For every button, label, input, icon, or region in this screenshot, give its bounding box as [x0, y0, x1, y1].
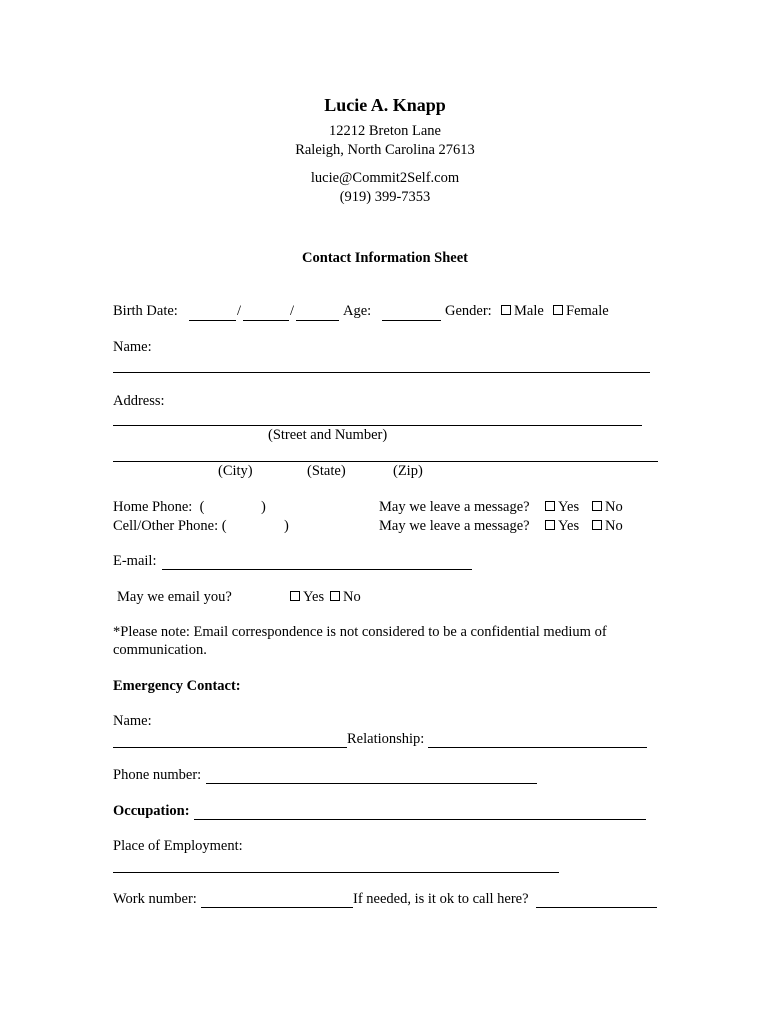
home-phone-label: Home Phone: (: [113, 499, 205, 515]
email-yes-checkbox-icon[interactable]: [290, 591, 300, 601]
gender-female-option[interactable]: [553, 304, 609, 319]
work-number-field[interactable]: [201, 907, 353, 908]
age-label: Age:: [343, 303, 372, 319]
work-call-answer-field[interactable]: [536, 907, 657, 908]
cell-message-yes[interactable]: [545, 519, 579, 534]
home-phone-close: ): [261, 499, 266, 515]
home-no-label: No: [605, 499, 623, 515]
male-label: Male: [514, 303, 544, 319]
email-no-label: No: [343, 589, 361, 605]
email-yes-option[interactable]: [290, 590, 324, 605]
cell-yes-checkbox-icon[interactable]: [545, 520, 555, 530]
occupation-field[interactable]: [194, 819, 646, 820]
note-line-1: *Please note: Email correspondence is not considered to be a confidential medium of: [113, 624, 607, 640]
cell-no-label: No: [605, 518, 623, 534]
cell-phone-close: ): [284, 518, 289, 534]
city-state-zip-field[interactable]: [113, 461, 658, 462]
home-yes-label: Yes: [558, 499, 580, 515]
birth-month-field[interactable]: [189, 320, 236, 321]
employment-field[interactable]: [113, 872, 559, 873]
home-message-yes[interactable]: [545, 500, 579, 515]
email-no-checkbox-icon[interactable]: [330, 591, 340, 601]
home-message-no[interactable]: [592, 500, 623, 515]
letterhead-phone: (919) 399-7353: [339, 189, 431, 205]
cell-phone-label: Cell/Other Phone: (: [113, 518, 227, 534]
email-no-option[interactable]: [330, 590, 361, 605]
email-question: May we email you?: [117, 589, 232, 605]
emergency-name-label: Name:: [113, 713, 152, 729]
cell-message-question: May we leave a message?: [379, 518, 530, 534]
relationship-label: Relationship:: [347, 731, 425, 747]
emergency-phone-field[interactable]: [206, 783, 537, 784]
home-no-checkbox-icon[interactable]: [592, 501, 602, 511]
cell-message-no[interactable]: [592, 519, 623, 534]
birth-date-label: Birth Date:: [113, 303, 178, 319]
male-checkbox-icon[interactable]: [501, 305, 511, 315]
street-field[interactable]: [113, 425, 642, 426]
emergency-heading: Emergency Contact:: [113, 678, 241, 694]
relationship-field[interactable]: [428, 747, 647, 748]
letterhead-name: Lucie A. Knapp: [324, 95, 446, 115]
letterhead-city: Raleigh, North Carolina 27613: [295, 142, 475, 158]
employment-label: Place of Employment:: [113, 838, 243, 854]
cell-no-checkbox-icon[interactable]: [592, 520, 602, 530]
street-caption: (Street and Number): [268, 427, 388, 443]
note-line-2: communication.: [113, 642, 207, 658]
birth-day-field[interactable]: [243, 320, 289, 321]
female-label: Female: [566, 303, 609, 319]
city-caption: (City): [218, 463, 253, 479]
form-title: Contact Information Sheet: [302, 250, 468, 266]
emergency-phone-label: Phone number:: [113, 767, 202, 783]
occupation-label: Occupation:: [113, 803, 190, 819]
cell-yes-label: Yes: [558, 518, 580, 534]
name-field[interactable]: [113, 372, 650, 373]
work-call-question: If needed, is it ok to call here?: [353, 891, 529, 907]
birth-sep-2: /: [290, 303, 295, 319]
address-label: Address:: [113, 393, 165, 409]
home-yes-checkbox-icon[interactable]: [545, 501, 555, 511]
gender-male-option[interactable]: [501, 304, 544, 319]
female-checkbox-icon[interactable]: [553, 305, 563, 315]
email-field[interactable]: [162, 569, 472, 570]
birth-year-field[interactable]: [296, 320, 339, 321]
gender-label: Gender:: [445, 303, 492, 319]
home-message-question: May we leave a message?: [379, 499, 530, 515]
email-yes-label: Yes: [303, 589, 325, 605]
letterhead-street: 12212 Breton Lane: [329, 123, 441, 139]
emergency-name-field[interactable]: [113, 747, 347, 748]
zip-caption: (Zip): [393, 463, 423, 479]
letterhead-email: lucie@Commit2Self.com: [310, 170, 460, 186]
age-field[interactable]: [382, 320, 441, 321]
name-label: Name:: [113, 339, 152, 355]
birth-sep-1: /: [237, 303, 242, 319]
state-caption: (State): [307, 463, 346, 479]
email-label: E-mail:: [113, 553, 157, 569]
work-number-label: Work number:: [113, 891, 197, 907]
